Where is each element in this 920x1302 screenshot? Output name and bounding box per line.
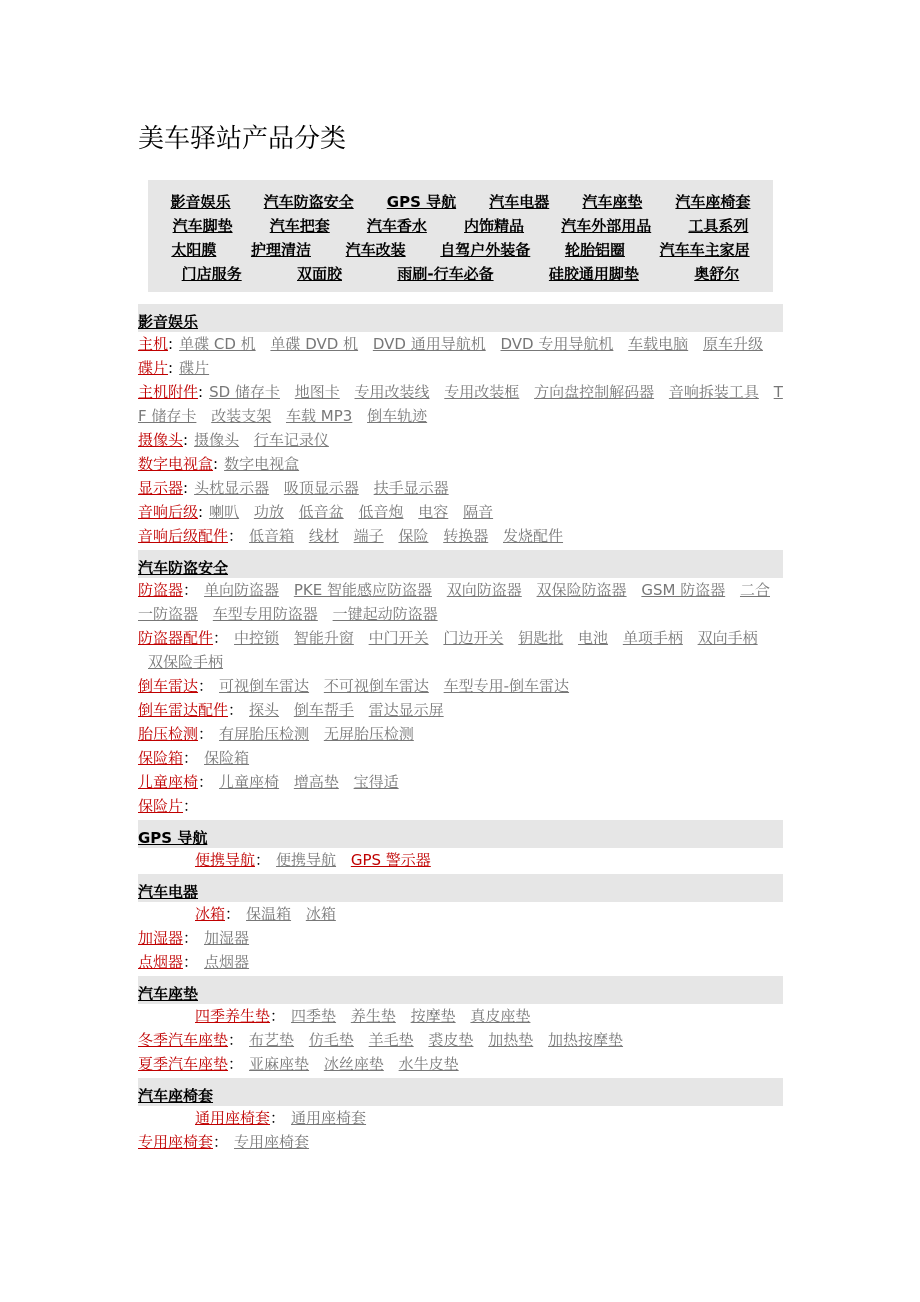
subcategory-link[interactable]: 数字电视盒 [138, 455, 214, 473]
subcategory-link[interactable]: 四季养生垫 [195, 1007, 271, 1025]
separator: ： [225, 905, 241, 923]
subcategory-line [138, 770, 783, 794]
product-link[interactable]: 车载 MP3 [285, 407, 353, 425]
separator: ： [183, 581, 199, 599]
subcategory-link[interactable]: 倒车雷达配件 [138, 701, 229, 719]
category-section [138, 820, 783, 872]
subcategory-link[interactable]: 保险箱 [138, 749, 184, 767]
product-link[interactable]: 地图卡 [294, 383, 340, 401]
subcategory-link[interactable]: 冬季汽车座垫 [138, 1031, 229, 1049]
product-link[interactable]: 单项手柄 [622, 629, 683, 647]
category-section [138, 976, 783, 1076]
subcategory-line [138, 794, 783, 818]
subcategory-line [138, 578, 783, 626]
nav-link[interactable]: 护理清洁 [250, 240, 311, 259]
subcategory-line [138, 950, 783, 974]
product-link[interactable]: 原车升级 [702, 335, 763, 353]
nav-link[interactable]: 工具系列 [688, 216, 749, 235]
subcategory-line [138, 848, 783, 872]
product-category-list [138, 304, 783, 1156]
nav-row [154, 261, 767, 285]
subcategory-link[interactable]: 音响后级 [138, 503, 199, 521]
section-title[interactable]: 汽车座垫 [138, 985, 199, 1003]
separator: : [198, 503, 204, 521]
product-link[interactable]: 保险箱 [204, 749, 250, 767]
product-link[interactable]: 四季垫 [291, 1007, 337, 1025]
product-link[interactable]: 中门开关 [368, 629, 429, 647]
nav-link[interactable]: 汽车座椅套 [675, 192, 751, 211]
product-link[interactable]: 羊毛垫 [368, 1031, 414, 1049]
product-link[interactable]: 转换器 [443, 527, 489, 545]
section-header [138, 1078, 783, 1106]
separator: ： [213, 629, 229, 647]
nav-link[interactable]: 汽车把套 [269, 216, 330, 235]
product-link[interactable]: 不可视倒车雷达 [323, 677, 429, 695]
nav-link[interactable]: 轮胎铝圈 [564, 240, 625, 259]
separator: ： [228, 1055, 244, 1073]
category-section [138, 1078, 783, 1154]
product-link[interactable]: 布艺垫 [249, 1031, 295, 1049]
product-link[interactable]: 水牛皮垫 [398, 1055, 459, 1073]
product-link[interactable]: 便携导航 [276, 851, 337, 869]
nav-link[interactable]: 奥舒尔 [694, 264, 740, 283]
product-link[interactable]: 养生垫 [350, 1007, 396, 1025]
product-link[interactable]: DVD 通用导航机 [372, 335, 486, 353]
nav-link[interactable]: 影音娱乐 [170, 192, 231, 211]
product-link[interactable]: 保温箱 [246, 905, 292, 923]
section-header [138, 550, 783, 578]
product-link[interactable]: 双向手柄 [697, 629, 758, 647]
product-link[interactable]: 车载电脑 [628, 335, 689, 353]
subcategory-link[interactable]: 点烟器 [138, 953, 184, 971]
product-link[interactable]: 电容 [418, 503, 449, 521]
product-link[interactable]: 专用座椅套 [234, 1133, 310, 1151]
product-link[interactable]: SD 储存卡 [209, 383, 280, 401]
product-link[interactable]: 吸顶显示器 [283, 479, 359, 497]
product-link[interactable]: GSM 防盗器 [641, 581, 726, 599]
separator: : [183, 431, 189, 449]
nav-link[interactable]: 汽车车主家居 [659, 240, 750, 259]
product-link[interactable]: 冰箱 [305, 905, 336, 923]
product-link[interactable]: 低音箱 [249, 527, 295, 545]
product-link[interactable]: 宝得适 [353, 773, 399, 791]
nav-link[interactable]: 内饰精品 [464, 216, 525, 235]
product-link[interactable]: 儿童座椅 [219, 773, 280, 791]
product-link[interactable]: 车型专用-倒车雷达 [443, 677, 570, 695]
product-link[interactable]: 中控锁 [234, 629, 280, 647]
product-link[interactable]: 裘皮垫 [428, 1031, 474, 1049]
nav-link[interactable]: 汽车外部用品 [561, 216, 652, 235]
section-header [138, 304, 783, 332]
subcategory-line [138, 1106, 783, 1130]
separator: ： [270, 1007, 286, 1025]
nav-link[interactable]: 门店服务 [181, 264, 242, 283]
product-link[interactable]: 隔音 [463, 503, 494, 521]
product-link[interactable]: TF 储存卡 [138, 383, 783, 425]
separator: ： [213, 1133, 229, 1151]
product-link[interactable]: 线材 [308, 527, 339, 545]
subcategory-link[interactable]: 主机附件 [138, 383, 199, 401]
subcategory-link[interactable]: 音响后级配件 [138, 527, 229, 545]
subcategory-link[interactable]: 倒车雷达 [138, 677, 199, 695]
section-header [138, 976, 783, 1004]
product-link[interactable]: 功放 [253, 503, 284, 521]
product-link[interactable]: 门边开关 [443, 629, 504, 647]
product-link[interactable]: 行车记录仪 [253, 431, 329, 449]
nav-link[interactable]: GPS 导航 [386, 192, 457, 211]
nav-row [154, 237, 767, 261]
product-link[interactable]: 保险 [398, 527, 429, 545]
product-link[interactable]: 加热垫 [488, 1031, 534, 1049]
nav-link[interactable]: 汽车电器 [489, 192, 550, 211]
subcategory-line [138, 746, 783, 770]
nav-row [154, 189, 767, 213]
product-link[interactable]: 专用改装线 [354, 383, 430, 401]
subcategory-line [138, 626, 783, 674]
subcategory-line [138, 698, 783, 722]
product-link[interactable]: 钥匙批 [518, 629, 564, 647]
product-link[interactable]: 改装支架 [211, 407, 272, 425]
product-link[interactable]: 电池 [578, 629, 609, 647]
product-link[interactable]: 双保险手柄 [148, 653, 224, 671]
product-link[interactable]: 探头 [249, 701, 280, 719]
nav-link[interactable]: 自驾户外装备 [440, 240, 531, 259]
subcategory-link[interactable]: 冰箱 [195, 905, 226, 923]
product-link[interactable]: 专用改装框 [444, 383, 520, 401]
category-section [138, 304, 783, 548]
subcategory-line [138, 1130, 783, 1154]
subcategory-link[interactable]: 显示器 [138, 479, 184, 497]
nav-link[interactable]: 太阳膜 [171, 240, 217, 259]
product-link[interactable]: 发烧配件 [503, 527, 564, 545]
separator: ： [198, 677, 214, 695]
subcategory-line [138, 452, 783, 476]
subcategory-line [138, 1028, 783, 1052]
separator: ： [198, 725, 214, 743]
subcategory-link[interactable]: 便携导航 [195, 851, 256, 869]
product-link[interactable]: 真皮座垫 [470, 1007, 531, 1025]
subcategory-line [138, 1052, 783, 1076]
product-link[interactable]: 通用座椅套 [291, 1109, 367, 1127]
product-link[interactable]: 喇叭 [209, 503, 240, 521]
separator: : [198, 383, 204, 401]
category-section [138, 550, 783, 818]
separator: ： [228, 527, 244, 545]
product-link[interactable]: 双向防盗器 [446, 581, 522, 599]
product-link[interactable]: 可视倒车雷达 [219, 677, 310, 695]
product-link[interactable]: 摄像头 [194, 431, 240, 449]
product-link[interactable]: 方向盘控制解码器 [534, 383, 655, 401]
subcategory-link[interactable]: 保险片 [138, 797, 184, 815]
product-link[interactable]: 低音盆 [298, 503, 344, 521]
category-nav [148, 180, 773, 292]
subcategory-link[interactable]: 摄像头 [138, 431, 184, 449]
product-link[interactable]: 按摩垫 [410, 1007, 456, 1025]
product-link[interactable]: 亚麻座垫 [249, 1055, 310, 1073]
subcategory-line [138, 722, 783, 746]
separator: ： [198, 773, 214, 791]
product-link[interactable]: 车型专用防盗器 [212, 605, 318, 623]
nav-link[interactable]: 汽车改装 [345, 240, 406, 259]
product-link[interactable]: 端子 [353, 527, 384, 545]
nav-link[interactable]: 汽车香水 [366, 216, 427, 235]
product-link[interactable]: 双保险防盗器 [536, 581, 627, 599]
product-link[interactable]: 单碟 DVD 机 [270, 335, 359, 353]
subcategory-line [138, 1004, 783, 1028]
product-link[interactable]: 单向防盗器 [204, 581, 280, 599]
subcategory-link[interactable]: 碟片 [138, 359, 169, 377]
product-link[interactable]: 一键起动防盗器 [332, 605, 438, 623]
subcategory-line [138, 674, 783, 698]
category-section [138, 874, 783, 974]
subcategory-line [138, 926, 783, 950]
subcategory-line [138, 476, 783, 500]
subcategory-link[interactable]: 加湿器 [138, 929, 184, 947]
subcategory-line [138, 332, 783, 356]
product-link[interactable]: 有屏胎压检测 [219, 725, 310, 743]
separator: : [213, 455, 219, 473]
subcategory-line [138, 524, 783, 548]
subcategory-line [138, 380, 783, 428]
section-header [138, 820, 783, 848]
product-link[interactable]: GPS 警示器 [350, 851, 431, 869]
nav-link[interactable]: 硅胶通用脚垫 [548, 264, 639, 283]
separator: ： [183, 749, 199, 767]
separator: : [168, 335, 174, 353]
product-link[interactable]: 仿毛垫 [308, 1031, 354, 1049]
page-title: 美车驿站产品分类 [138, 124, 347, 154]
separator: ： [228, 1031, 244, 1049]
section-header [138, 874, 783, 902]
separator: ： [228, 701, 244, 719]
subcategory-link[interactable]: 防盗器配件 [138, 629, 214, 647]
product-link[interactable]: 音响拆装工具 [668, 383, 759, 401]
product-link[interactable]: 无屏胎压检测 [323, 725, 414, 743]
product-link[interactable]: 倒车轨迹 [367, 407, 428, 425]
section-title[interactable]: 汽车防盗安全 [138, 559, 229, 577]
separator: : [183, 479, 189, 497]
product-link[interactable]: 单碟 CD 机 [179, 335, 256, 353]
section-title[interactable]: 汽车座椅套 [138, 1087, 214, 1105]
product-link[interactable]: 雷达显示屏 [368, 701, 444, 719]
section-title[interactable]: 汽车电器 [138, 883, 199, 901]
subcategory-line [138, 500, 783, 524]
subcategory-link[interactable]: 防盗器 [138, 581, 184, 599]
product-link[interactable]: DVD 专用导航机 [500, 335, 614, 353]
product-link[interactable]: 加湿器 [204, 929, 250, 947]
subcategory-link[interactable]: 通用座椅套 [195, 1109, 271, 1127]
product-link[interactable]: 数字电视盒 [224, 455, 300, 473]
product-link[interactable]: 碟片 [179, 359, 210, 377]
separator: ： [183, 953, 199, 971]
nav-link[interactable]: 双面胶 [297, 264, 343, 283]
nav-link[interactable]: 雨刷-行车必备 [397, 264, 494, 283]
nav-link[interactable]: 汽车脚垫 [172, 216, 233, 235]
subcategory-link[interactable]: 主机 [138, 335, 169, 353]
subcategory-line [138, 428, 783, 452]
product-link[interactable]: 头枕显示器 [194, 479, 270, 497]
separator: : [168, 359, 174, 377]
nav-link[interactable]: 汽车防盗安全 [263, 192, 354, 211]
product-link[interactable]: 二合一防盗器 [138, 581, 770, 623]
subcategory-line [138, 356, 783, 380]
section-title[interactable]: 影音娱乐 [138, 313, 199, 331]
separator: ： [183, 929, 199, 947]
product-link[interactable]: 冰丝座垫 [323, 1055, 384, 1073]
product-link[interactable]: 智能升窗 [293, 629, 354, 647]
section-title[interactable]: GPS 导航 [138, 829, 208, 847]
product-link[interactable]: 增高垫 [293, 773, 339, 791]
product-link[interactable]: 低音炮 [358, 503, 404, 521]
separator: ： [270, 1109, 286, 1127]
nav-link[interactable]: 汽车座垫 [582, 192, 643, 211]
subcategory-link[interactable]: 胎压检测 [138, 725, 199, 743]
nav-row [154, 213, 767, 237]
product-link[interactable]: 扶手显示器 [373, 479, 449, 497]
product-link[interactable]: 倒车帮手 [293, 701, 354, 719]
product-link[interactable]: 点烟器 [204, 953, 250, 971]
subcategory-link[interactable]: 儿童座椅 [138, 773, 199, 791]
subcategory-link[interactable]: 夏季汽车座垫 [138, 1055, 229, 1073]
separator: ： [183, 797, 199, 815]
product-link[interactable]: PKE 智能感应防盗器 [293, 581, 432, 599]
subcategory-line [138, 902, 783, 926]
subcategory-link[interactable]: 专用座椅套 [138, 1133, 214, 1151]
separator: ： [255, 851, 271, 869]
product-link[interactable]: 加热按摩垫 [548, 1031, 624, 1049]
